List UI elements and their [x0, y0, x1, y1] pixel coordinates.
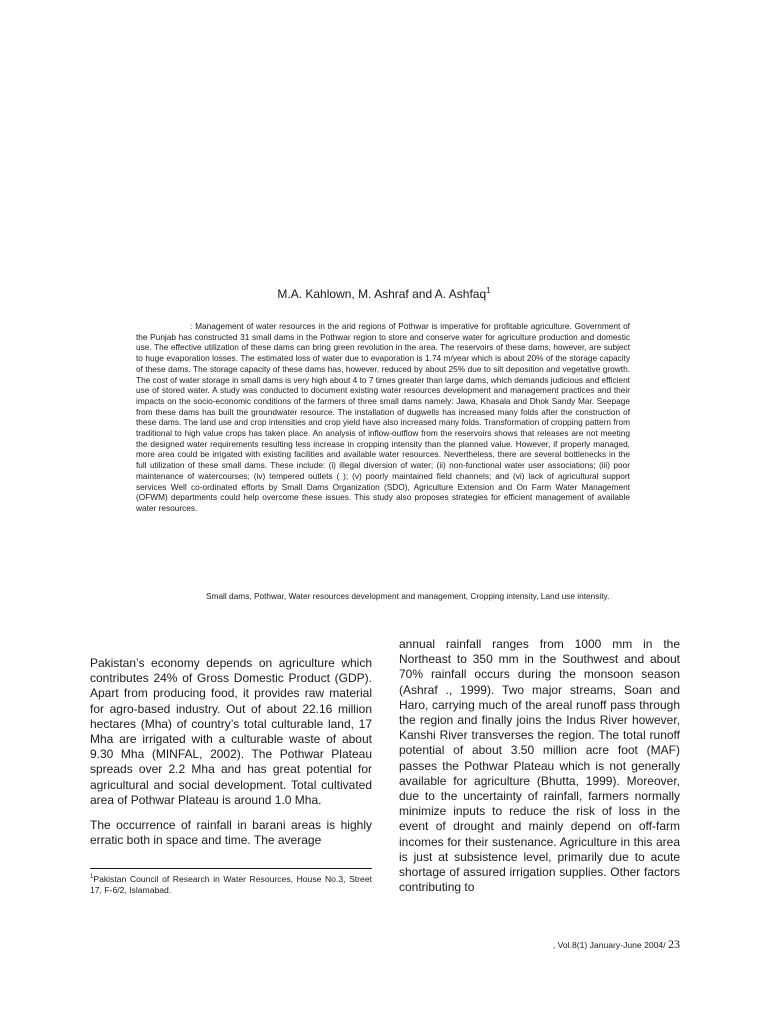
body-column-left	[90, 656, 372, 858]
affiliation-mark: 1	[486, 286, 491, 295]
footnote-divider	[90, 868, 372, 869]
body-column-right	[399, 637, 680, 895]
body-paragraph: annual rainfall ranges from 1000 mm in the Northeast to 350 mm in the Southwest and about 70% rainfall occurs during the monsoon season (Ashraf ., 1999). Two major streams, Soan and Haro, carrying much of the areal runoff pass through the region and finally joins the Indus River however, Kanshi River transverses the region. The total runoff potential of about 3.50 million acre foot (MAF) passes the Pothwar Plateau which is not generally available for agriculture (Bhutta, 1999). Moreover, due to the uncertainty of rainfall, farmers normally minimize inputs to reduce the risk of loss in the event of drought and mainly depend on off-farm incomes for their sustenance. Agriculture in this area is just at subsistence level, primarily due to acute shortage of assured irrigation supplies. Other factors contributing to	[399, 637, 680, 895]
footnote	[90, 872, 372, 896]
keywords-text: Small dams, Pothwar, Water resources development and management, Cropping intensity, Land use intensity.	[206, 591, 610, 601]
page-number: 23	[668, 937, 680, 951]
footnote-text: Pakistan Council of Research in Water Resources, House No.3, Street 17, F-6/2, Islamabad.	[90, 873, 372, 895]
journal-citation: , Vol.8(1) January-June 2004/	[552, 940, 666, 950]
page-footer	[553, 937, 680, 952]
body-paragraph: The occurrence of rainfall in barani areas is highly erratic both in space and time. The average	[90, 818, 372, 848]
author-names: M.A. Kahlown, M. Ashraf and A. Ashfaq	[277, 287, 487, 301]
abstract-text: : Management of water resources in the arid regions of Pothwar is imperative for profitable agriculture. Government of the Punjab has constructed 31 small dams in the Pothwar region to store and conserve water for agriculture production and domestic use. The effective utilization of these dams can bring green revolution in the area. The reservoirs of these dams, however, are subject to huge evaporation losses. The estimated loss of water due to evaporation is 1.74 m/year which is about 20% of the storage capacity of these dams. The storage capacity of these dams has, however, reduced by about 25% due to silt deposition and vegetative growth. The cost of water storage in small dams is very high about 4 to 7 times greater than large dams, which demands judicious and efficient use of stored water. A study was conducted to document existing water resources development and management practices and their impacts on the socio-economic conditions of the farmers of three small dams namely: Jawa, Khasala and Dhok Sandy Mar. Seepage from these dams has built the groundwater resource. The installation of dugwells has increased many folds after the construction of these dams. The land use and crop intensities and crop yield have also increased many folds. Transformation of cropping pattern from traditional to high value crops has taken place. An analysis of inflow-outflow from the reservoirs shows that releases are not meeting the designed water requirements resulting less increase in cropping intensity than the planned value. However, if properly managed, more area could be irrigated with existing facilities and available water resources. Nevertheless, there are several bottlenecks in the full utilization of these small dams. These include: (i) illegal diversion of water; (ii) non-functional water user associations; (iii) poor maintenance of watercourses; (iv) tempered outlets ( ); (v) poorly maintained field channels; and (vi) lack of agricultural support services Well co-ordinated efforts by Small Dams Organization (SDO), Agriculture Extension and On Farm Water Management (OFWM) departments could help overcome these issues. This study also proposes strategies for efficient management of available water resources.	[136, 321, 630, 513]
footnote-mark: 1	[90, 874, 94, 880]
abstract	[136, 321, 630, 514]
body-paragraph: Pakistan’s economy depends on agriculture which contributes 24% of Gross Domestic Product (GDP). Apart from producing food, it provides raw material for agro-based industry. Out of about 22.16 million hectares (Mha) of country’s total culturable land, 17 Mha are irrigated with a culturable waste of about 9.30 Mha (MINFAL, 2002). The Pothwar Plateau spreads over 2.2 Mha and has great potential for agricultural and social development. Total cultivated area of Pothwar Plateau is around 1.0 Mha.	[90, 656, 372, 807]
keywords	[136, 591, 630, 602]
author-line	[0, 283, 768, 302]
